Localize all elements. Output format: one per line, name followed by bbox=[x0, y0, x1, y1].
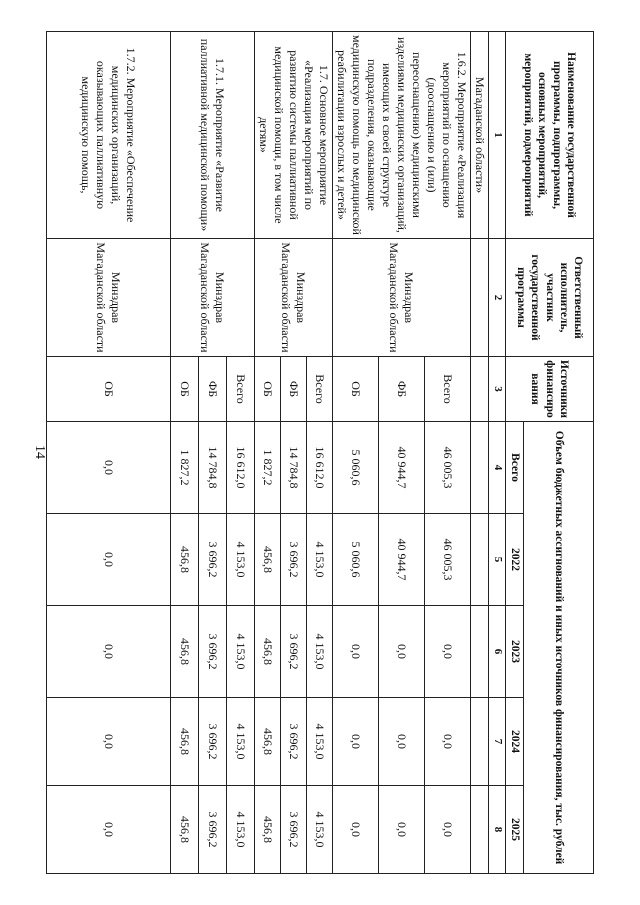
row-source: ОБ bbox=[333, 357, 379, 422]
row-source: ФБ bbox=[281, 357, 307, 422]
row-source: Всего bbox=[425, 357, 471, 422]
cell-2022: 456,8 bbox=[171, 514, 199, 606]
row-executor: Минздрав Магаданской области bbox=[333, 239, 471, 357]
cell-2025: 4 153,0 bbox=[307, 786, 333, 874]
cell-total: 16 612,0 bbox=[307, 422, 333, 514]
cell-total: 5 060,6 bbox=[333, 422, 379, 514]
column-number: 1 bbox=[489, 32, 506, 239]
column-number-row bbox=[489, 32, 506, 874]
header-funding-group: Объем бюджетных ассигнований и иных источников финансирования, тыс. рублей bbox=[524, 422, 594, 874]
row-name: 1.6.2. Мероприятие «Реализация мероприятий по оснащению (дооснащению и (или) переоснащению) медицинскими изделиями медицинских организаций, имеющих в своей структуре подразделения, оказывающие медицинскую помощь по медицинской реабилитации взрослых и детей» bbox=[333, 32, 471, 239]
cell-2025: 456,8 bbox=[255, 786, 281, 874]
cell-2024: 0,0 bbox=[333, 698, 379, 786]
row-source: ОБ bbox=[171, 357, 199, 422]
cell-2024: 4 153,0 bbox=[227, 698, 255, 786]
table-row bbox=[471, 32, 489, 874]
column-number: 5 bbox=[489, 514, 506, 606]
cell-2025: 3 696,2 bbox=[281, 786, 307, 874]
cell-total: 1 827,2 bbox=[255, 422, 281, 514]
column-number: 2 bbox=[489, 239, 506, 357]
row-source: Всего bbox=[227, 357, 255, 422]
row-source: ОБ bbox=[255, 357, 281, 422]
cell-2024: 456,8 bbox=[255, 698, 281, 786]
row-name: 1.7.1. Мероприятие «Развитие паллиативной медицинской помощи» bbox=[171, 32, 255, 239]
cell-2022: 40 944,7 bbox=[379, 514, 425, 606]
row-executor: Минздрав Магаданской области bbox=[47, 239, 171, 357]
cell-total: 14 784,8 bbox=[199, 422, 227, 514]
cell-2024: 4 153,0 bbox=[307, 698, 333, 786]
cell-total: 40 944,7 bbox=[379, 422, 425, 514]
cell-2024: 0,0 bbox=[47, 698, 171, 786]
row-source: ФБ bbox=[199, 357, 227, 422]
cell-2025: 0,0 bbox=[47, 786, 171, 874]
table-row bbox=[425, 32, 471, 874]
cell-2023: 0,0 bbox=[425, 606, 471, 698]
cell-2023: 0,0 bbox=[47, 606, 171, 698]
column-number: 8 bbox=[489, 786, 506, 874]
row-name: 1.7.2. Мероприятие «Обеспечение медицинских организаций, оказывающих паллиативную медицинскую помощь, bbox=[47, 32, 171, 239]
cell-2024: 3 696,2 bbox=[199, 698, 227, 786]
column-number: 7 bbox=[489, 698, 506, 786]
cell-2023: 456,8 bbox=[171, 606, 199, 698]
cell-2022: 0,0 bbox=[47, 514, 171, 606]
cell-total: 14 784,8 bbox=[281, 422, 307, 514]
rotated-table-wrapper bbox=[46, 31, 594, 873]
cell-2023: 4 153,0 bbox=[227, 606, 255, 698]
cell-2022: 3 696,2 bbox=[199, 514, 227, 606]
cell-2024: 0,0 bbox=[379, 698, 425, 786]
row-executor: Минздрав Магаданской области bbox=[171, 239, 255, 357]
row-name: 1.7. Основное мероприятие «Реализация мероприятий по развитию системы паллиативной медицинской помощи, в том числе детям» bbox=[255, 32, 333, 239]
column-number: 3 bbox=[489, 357, 506, 422]
cell-total: 16 612,0 bbox=[227, 422, 255, 514]
header-name: Наименование государственной программы, подпрограммы, основных мероприятий, мероприятий, подмероприятий bbox=[506, 32, 594, 239]
cell-2023: 3 696,2 bbox=[281, 606, 307, 698]
header-executor: Ответственный исполнитель, участник государственной программы bbox=[506, 239, 594, 357]
row-source: Всего bbox=[307, 357, 333, 422]
cell-2025: 4 153,0 bbox=[227, 786, 255, 874]
cell-2022: 46 005,3 bbox=[425, 514, 471, 606]
cell-total: 0,0 bbox=[47, 422, 171, 514]
header-year-2022: 2022 bbox=[506, 514, 524, 606]
cell-2023: 456,8 bbox=[255, 606, 281, 698]
cell-2025: 456,8 bbox=[171, 786, 199, 874]
row-source: ОБ bbox=[47, 357, 171, 422]
header-source: Источники финансиро вания bbox=[506, 357, 594, 422]
header-year-2023: 2023 bbox=[506, 606, 524, 698]
header-year-2024: 2024 bbox=[506, 698, 524, 786]
cell-2025: 0,0 bbox=[333, 786, 379, 874]
cell-2022: 3 696,2 bbox=[281, 514, 307, 606]
table-row bbox=[47, 32, 171, 874]
table-row bbox=[227, 32, 255, 874]
cell-2022: 4 153,0 bbox=[227, 514, 255, 606]
row-executor: Минздрав Магаданской области bbox=[255, 239, 333, 357]
table-row bbox=[307, 32, 333, 874]
cell-2023: 3 696,2 bbox=[199, 606, 227, 698]
cell-2024: 456,8 bbox=[171, 698, 199, 786]
row-source: ФБ bbox=[379, 357, 425, 422]
cell-2023: 0,0 bbox=[379, 606, 425, 698]
financing-table bbox=[46, 31, 594, 874]
column-number: 6 bbox=[489, 606, 506, 698]
cell-2022: 4 153,0 bbox=[307, 514, 333, 606]
page-number: 14 bbox=[32, 445, 47, 459]
cell-2024: 3 696,2 bbox=[281, 698, 307, 786]
cell-total: 46 005,3 bbox=[425, 422, 471, 514]
header-year-2025: 2025 bbox=[506, 786, 524, 874]
cell-2025: 3 696,2 bbox=[199, 786, 227, 874]
cell-2023: 4 153,0 bbox=[307, 606, 333, 698]
cell-2025: 0,0 bbox=[425, 786, 471, 874]
continuation-text: Магаданской области» bbox=[471, 32, 489, 239]
cell-total: 1 827,2 bbox=[171, 422, 199, 514]
cell-2023: 0,0 bbox=[333, 606, 379, 698]
cell-2024: 0,0 bbox=[425, 698, 471, 786]
cell-2025: 0,0 bbox=[379, 786, 425, 874]
header-total: Всего bbox=[506, 422, 524, 514]
cell-2022: 456,8 bbox=[255, 514, 281, 606]
column-number: 4 bbox=[489, 422, 506, 514]
cell-2022: 5 060,6 bbox=[333, 514, 379, 606]
